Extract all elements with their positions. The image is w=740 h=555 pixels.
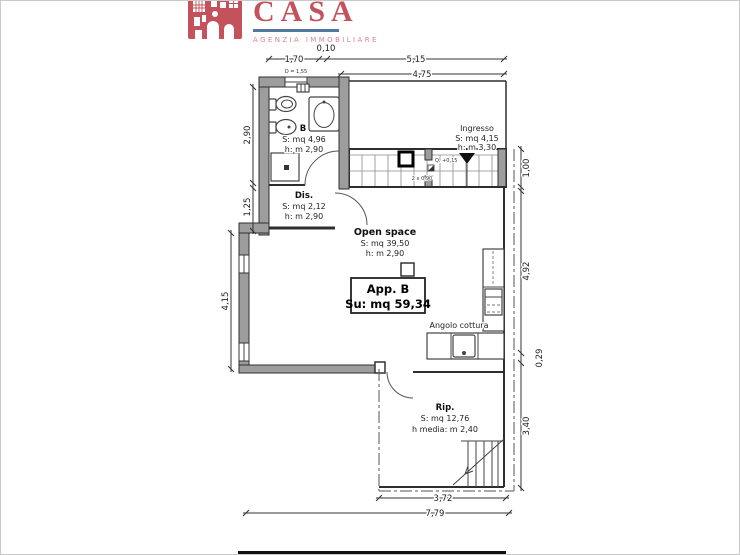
kitchen-appliance	[485, 289, 502, 315]
bath-door-arc	[305, 151, 339, 185]
room-ingresso-area: S: mq 4,15	[455, 134, 499, 143]
apartment-surface: Su: mq 59,34	[345, 297, 431, 311]
kitchen-counters	[427, 249, 504, 359]
room-bagno-name: B	[299, 124, 307, 134]
room-dis-name: Dis.	[294, 191, 314, 201]
room-rip-name: Rip.	[435, 403, 455, 413]
dim-bottom-7-79: 7,79	[425, 509, 445, 519]
room-dis-area: S: mq 2,12	[282, 202, 326, 211]
door-arcs	[305, 151, 413, 398]
room-openspace-name: Open space	[353, 227, 417, 238]
dim-left-4-15: 4,15	[221, 291, 231, 311]
dim-right-4-92: 4,92	[522, 261, 532, 281]
dim-right-0-29: 0,29	[535, 348, 545, 368]
floor-plan-drawing	[1, 1, 740, 555]
dim-left-1-25: 1,25	[243, 197, 253, 217]
entry-pier-right	[498, 149, 506, 187]
room-dis-height: h: m 2,90	[284, 212, 324, 221]
dim-bottom-3-72: 3,72	[433, 494, 453, 504]
dim-top-4-75: 4,75	[412, 70, 432, 80]
dim-top-1-70: 1,70	[284, 55, 304, 65]
rip-door-arc	[387, 372, 413, 398]
dim-top-0-10: 0,10	[316, 44, 336, 54]
room-ingresso-height: h: m 3,30	[457, 143, 497, 152]
stairs-icon	[453, 439, 504, 487]
room-openspace-area: S: mq 39,50	[360, 239, 410, 248]
radiator-icon	[297, 84, 309, 92]
steps-note: 2 x 0,90	[411, 176, 433, 182]
room-rip-height: h media: m 2,40	[412, 425, 478, 434]
pillar	[399, 152, 413, 166]
room-rip-area: S: mq 12,76	[420, 414, 470, 423]
brand-tagline: AGENZIA IMMOBILIARE	[253, 36, 379, 44]
dis-door-arc	[335, 193, 367, 225]
level-note: Q. +0,15	[435, 158, 458, 164]
window-note: D = 1,55	[284, 69, 308, 75]
room-cottura-name: Angolo cottura	[429, 321, 489, 330]
entrance-arrow-icon	[459, 153, 475, 164]
brand-name: CASA	[253, 0, 359, 28]
dim-right-1-00: 1,00	[522, 158, 532, 178]
dim-left-2-90: 2,90	[243, 125, 253, 145]
bidet-icon	[269, 122, 276, 133]
toilet-icon	[269, 99, 276, 110]
dim-top-5-15: 5,15	[406, 55, 426, 65]
room-openspace-height: h: m 2,90	[365, 249, 405, 258]
entry-pier-left	[425, 149, 432, 160]
bottom-black-bar	[238, 551, 506, 555]
room-ingresso-name: Ingresso	[460, 124, 494, 133]
room-bagno-area: S: mq 4,96	[282, 135, 326, 144]
room-bagno-height: h: m 2,90	[284, 145, 324, 154]
apartment-name: App. B	[366, 282, 410, 296]
wall-post	[375, 362, 385, 373]
dim-right-3-40: 3,40	[522, 416, 532, 436]
column-square	[401, 263, 414, 276]
